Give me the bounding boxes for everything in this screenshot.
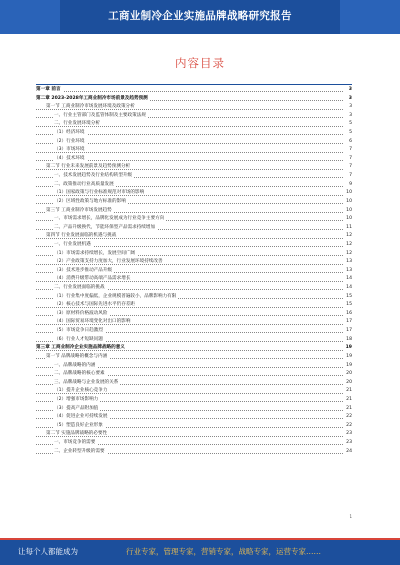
- toc-entry-page: 13: [345, 267, 352, 276]
- toc-entry-title: 一、市场需求增长，品牌化发展成为行业竞争主要方向: [54, 216, 165, 222]
- toc-entry[interactable]: [36, 396, 352, 405]
- toc-entry-title: 第二节 行业未来发展前景及趋势预测分析: [46, 164, 131, 170]
- toc-entry-page: 22: [345, 413, 352, 422]
- toc-entry-title: 第三章 工商业制冷企业实施品牌战略的意义: [36, 345, 125, 351]
- toc-entry-page: 23: [345, 439, 352, 448]
- report-title: 工商业制冷企业实施品牌战略研究报告: [108, 10, 292, 22]
- toc-entry[interactable]: [36, 215, 352, 224]
- toc-entry-page: 14: [345, 284, 352, 293]
- toc-top-rule: [36, 84, 352, 85]
- toc-entry[interactable]: [36, 86, 352, 95]
- footer-bar: [0, 538, 400, 565]
- table-of-contents: [36, 86, 352, 456]
- toc-entry-page: 16: [345, 310, 352, 319]
- toc-entry-page: 9: [348, 181, 352, 190]
- toc-entry[interactable]: [36, 405, 352, 414]
- toc-entry-title: （4）消费升级带动高端产品需求增长: [54, 276, 131, 282]
- toc-entry[interactable]: [36, 103, 352, 112]
- toc-entry-title: （2）产业政策支持力度加大，行业发展环境持续改善: [54, 259, 163, 265]
- toc-entry-page: 7: [348, 172, 352, 181]
- toc-entry[interactable]: [36, 353, 352, 362]
- toc-entry-page: 18: [345, 336, 352, 345]
- footer-slogan-left: 让每个人都能成为: [18, 547, 78, 556]
- toc-entry-title: （1）国家政策与行业标准规范对市场的影响: [54, 190, 145, 196]
- toc-entry[interactable]: [36, 275, 352, 284]
- toc-entry-page: 3: [348, 112, 352, 121]
- toc-entry[interactable]: [36, 327, 352, 336]
- toc-entry[interactable]: [36, 146, 352, 155]
- toc-entry-title: （1）市场需求持续增长，发展空间广阔: [54, 250, 136, 256]
- toc-entry-title: （3）市场环境: [54, 147, 85, 153]
- toc-entry[interactable]: [36, 336, 352, 345]
- toc-entry-title: （3）原材料价格波动风险: [54, 310, 108, 316]
- toc-entry-page: 19: [345, 362, 352, 371]
- toc-entry-page: 5: [348, 129, 352, 138]
- toc-entry-title: 第三节 工商业制冷市场发展趋势: [46, 207, 112, 213]
- toc-entry-page: 19: [345, 344, 352, 353]
- toc-entry[interactable]: [36, 413, 352, 422]
- toc-entry-title: 二、政策推动行业高质量发展: [54, 181, 114, 187]
- toc-entry-title: （4）国际贸易环境变化对出口的影响: [54, 319, 131, 325]
- toc-entry-page: 3: [348, 86, 352, 95]
- toc-entry[interactable]: [36, 422, 352, 431]
- toc-entry-title: （5）市场竞争日趋激烈: [54, 328, 103, 334]
- toc-entry-title: 二、品牌战略的核心要素: [54, 371, 105, 377]
- toc-entry-title: 一、品牌战略的内涵: [54, 362, 96, 368]
- toc-entry[interactable]: [36, 448, 352, 457]
- toc-entry[interactable]: [36, 232, 352, 241]
- toc-entry-title: 二、行业发展面临的挑战: [54, 285, 105, 291]
- toc-leader-dots: [36, 91, 343, 92]
- toc-entry-page: 21: [345, 396, 352, 405]
- toc-entry-page: 21: [345, 387, 352, 396]
- toc-entry-title: 三、品牌战略与企业发展的关系: [54, 379, 119, 385]
- toc-entry-title: （3）提高产品附加值: [54, 405, 99, 411]
- toc-entry-title: 一、行业发展机遇: [54, 241, 91, 247]
- toc-entry[interactable]: [36, 95, 352, 104]
- toc-entry-page: 17: [345, 318, 352, 327]
- toc-entry-title: （4）促进企业可持续发展: [54, 414, 108, 420]
- toc-entry-title: 一、行业主管部门及监管体制及主要政策法规: [54, 112, 146, 118]
- toc-entry-page: 15: [345, 293, 352, 302]
- toc-entry-page: 12: [345, 250, 352, 259]
- toc-entry[interactable]: [36, 439, 352, 448]
- toc-entry-title: （1）经济环境: [54, 130, 85, 136]
- toc-entry-title: 二、产品升级换代，节能环保型产品需求持续增加: [54, 224, 156, 230]
- toc-entry[interactable]: [36, 138, 352, 147]
- toc-entry-title: 第二节 实施品牌战略的必要性: [46, 431, 108, 437]
- toc-entry-page: 7: [348, 146, 352, 155]
- toc-entry[interactable]: [36, 284, 352, 293]
- toc-entry-title: 一、市场竞争的需要: [54, 439, 96, 445]
- toc-entry[interactable]: [36, 250, 352, 259]
- toc-entry-title: 第二章 2023-2028年工商业制冷市场前景及趋势预测: [36, 95, 148, 101]
- toc-entry-title: （2）区域性政策与地方标准的影响: [54, 198, 126, 204]
- toc-entry-page: 14: [345, 275, 352, 284]
- toc-entry-page: 5: [348, 120, 352, 129]
- footer-accent-line: [0, 538, 400, 540]
- toc-entry[interactable]: [36, 318, 352, 327]
- footer-slogan-right: 行业专家，管理专家，营销专家，战略专家，运营专家……: [126, 547, 321, 556]
- toc-entry-page: 12: [345, 232, 352, 241]
- toc-entry-page: 20: [345, 379, 352, 388]
- toc-entry[interactable]: [36, 189, 352, 198]
- toc-entry[interactable]: [36, 293, 352, 302]
- toc-entry[interactable]: [36, 241, 352, 250]
- toc-entry-page: 12: [345, 241, 352, 250]
- toc-entry-page: 23: [345, 430, 352, 439]
- toc-entry[interactable]: [36, 344, 352, 353]
- toc-entry-title: 第一节 工商业制冷市场发展环境及政策分析: [46, 104, 135, 110]
- toc-entry-title: （5）塑造良好企业形象: [54, 422, 103, 428]
- toc-entry-page: 21: [345, 405, 352, 414]
- toc-entry-page: 15: [345, 301, 352, 310]
- toc-entry-title: （4）技术环境: [54, 155, 85, 161]
- toc-entry-page: 19: [345, 353, 352, 362]
- toc-entry-title: 第一章 前言: [36, 87, 61, 92]
- toc-entry-title: （2）核心技术与国际先进水平仍存差距: [54, 302, 136, 308]
- report-header: [0, 0, 400, 34]
- toc-entry-page: 7: [348, 163, 352, 172]
- toc-entry-page: 3: [348, 95, 352, 104]
- toc-heading: 内容目录: [175, 56, 225, 70]
- toc-entry[interactable]: [36, 207, 352, 216]
- toc-entry[interactable]: [36, 370, 352, 379]
- toc-entry[interactable]: [36, 155, 352, 164]
- toc-entry-page: 11: [345, 224, 352, 233]
- toc-entry-title: （6）行业人才短缺问题: [54, 336, 103, 342]
- toc-entry-page: 6: [348, 138, 352, 147]
- toc-entry[interactable]: [36, 112, 352, 121]
- toc-entry-page: 22: [345, 422, 352, 431]
- toc-entry-page: 20: [345, 370, 352, 379]
- toc-entry-page: 17: [345, 327, 352, 336]
- toc-entry-page: 7: [348, 155, 352, 164]
- toc-entry[interactable]: [36, 301, 352, 310]
- toc-entry[interactable]: [36, 310, 352, 319]
- toc-entry[interactable]: [36, 172, 352, 181]
- toc-entry-title: 第四节 行业发展面临的机遇与挑战: [46, 233, 117, 239]
- toc-entry[interactable]: [36, 120, 352, 129]
- toc-entry-page: 10: [345, 198, 352, 207]
- toc-entry-title: （2）增强市场影响力: [54, 396, 99, 402]
- toc-entry[interactable]: [36, 387, 352, 396]
- toc-entry-title: 第一节 品牌战略的概念与内涵: [46, 353, 108, 359]
- toc-entry-title: （3）技术进步推动产品升级: [54, 267, 113, 273]
- toc-entry-page: 10: [345, 207, 352, 216]
- toc-entry-title: （1）行业集中度偏低，企业规模普遍较小，品牌影响力有限: [54, 293, 177, 299]
- toc-entry-page: 13: [345, 258, 352, 267]
- toc-entry[interactable]: [36, 379, 352, 388]
- toc-entry-title: （1）提升企业核心竞争力: [54, 388, 108, 394]
- toc-entry[interactable]: [36, 163, 352, 172]
- toc-entry[interactable]: [36, 129, 352, 138]
- page-number: 1: [349, 514, 352, 519]
- toc-entry[interactable]: [36, 198, 352, 207]
- toc-entry[interactable]: [36, 258, 352, 267]
- toc-entry-page: 10: [345, 215, 352, 224]
- toc-entry-title: （2）行业环境: [54, 138, 85, 144]
- toc-entry-title: 二、行业发展环境分析: [54, 121, 100, 127]
- toc-entry-title: 二、企业转型升级的需要: [54, 448, 105, 454]
- toc-entry[interactable]: [36, 267, 352, 276]
- toc-entry-title: 一、技术发展趋势及行业结构转型升级: [54, 173, 133, 179]
- toc-entry[interactable]: [36, 181, 352, 190]
- toc-entry-page: 3: [348, 103, 352, 112]
- toc-entry-page: 10: [345, 189, 352, 198]
- toc-entry-page: 24: [345, 448, 352, 457]
- toc-entry[interactable]: [36, 224, 352, 233]
- toc-entry[interactable]: [36, 430, 352, 439]
- toc-entry[interactable]: [36, 362, 352, 371]
